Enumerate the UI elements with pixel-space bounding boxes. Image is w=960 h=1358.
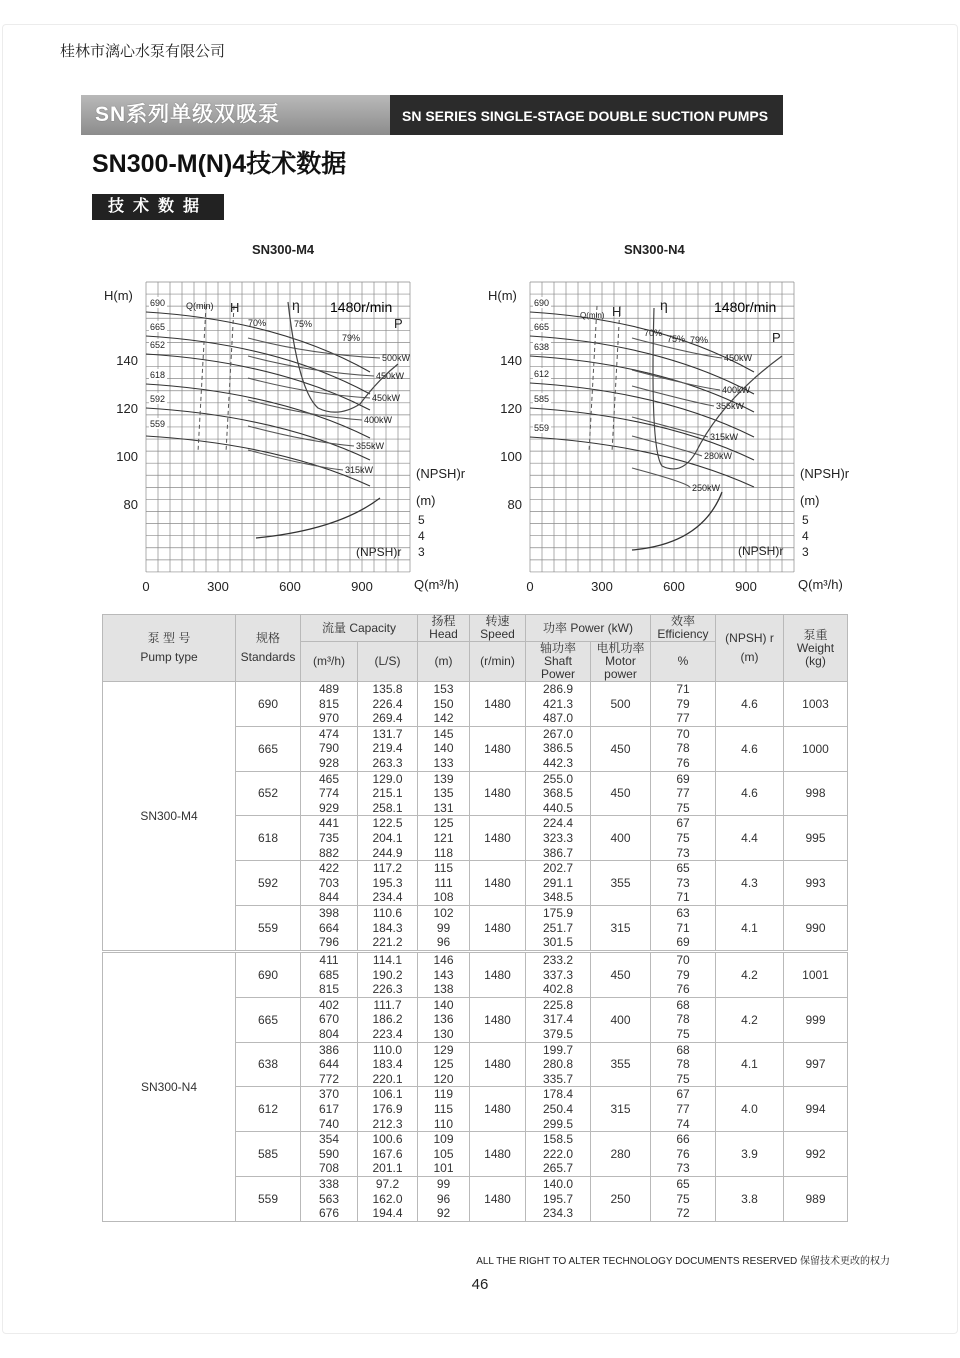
capacity-ls-cell: 110.0 183.4 220.1: [358, 1042, 418, 1087]
capacity-ls-cell: 122.5 204.1 244.9: [358, 816, 418, 861]
y-tick-label: 100: [116, 449, 138, 464]
power-label: 280kW: [704, 451, 733, 461]
npsh-cell: 4.0: [716, 1087, 784, 1132]
capacity-ls-cell: 97.2 162.0 194.4: [358, 1176, 418, 1221]
npsh-cell: 4.3: [716, 861, 784, 906]
npsh-cell: 4.1: [716, 905, 784, 950]
power-label: 250kW: [692, 483, 721, 493]
weight-cell: 989: [784, 1176, 848, 1221]
curve-label: 79%: [342, 333, 361, 343]
header-efficiency-unit: %: [651, 642, 716, 682]
capacity-ls-cell: 111.7 186.2 223.4: [358, 997, 418, 1042]
shaft-power-cell: 225.8 317.4 379.5: [526, 997, 591, 1042]
weight-cell: 990: [784, 905, 848, 950]
head-curve: [146, 436, 370, 486]
speed-label: 1480r/min: [714, 299, 777, 315]
spec-table-m4: [102, 614, 848, 951]
capacity-m3h-cell: 465 774 929: [301, 771, 358, 816]
standard-cell: 665: [236, 997, 301, 1042]
chart-title-m4: SN300-M4: [252, 242, 315, 257]
impeller-label: 559: [534, 423, 550, 433]
motor-power-cell: 450: [591, 771, 651, 816]
capacity-ls-cell: 106.1 176.9 212.3: [358, 1087, 418, 1132]
performance-chart-m4: [98, 280, 478, 600]
table-row: [103, 682, 848, 727]
speed-cell: 1480: [470, 771, 526, 816]
table-row: [103, 953, 848, 998]
header-motor-power: 电机功率 Motor power: [591, 642, 651, 682]
shaft-power-cell: 140.0 195.7 234.3: [526, 1176, 591, 1221]
curve-label: 75%: [667, 334, 686, 344]
power-label: 450kW: [376, 371, 405, 381]
impeller-label: 652: [150, 340, 166, 350]
header-power: 功率 Power (kW): [526, 615, 651, 642]
capacity-ls-cell: 135.8 226.4 269.4: [358, 682, 418, 727]
capacity-m3h-cell: 338 563 676: [301, 1176, 358, 1221]
y-tick-label: 120: [116, 401, 138, 416]
curve-label: 70%: [644, 328, 663, 338]
npsh-tick-label: 3: [418, 545, 425, 559]
power-label: 450kW: [372, 393, 401, 403]
npsh-axis-label: (NPSH)r: [800, 466, 850, 481]
x-tick-label: 600: [279, 579, 301, 594]
qmin-line: [612, 306, 620, 452]
curve-label: Q(min): [186, 301, 214, 311]
npsh-tick-label: 5: [802, 513, 809, 527]
x-axis-label: Q(m³/h): [414, 577, 459, 592]
standard-cell: 612: [236, 1087, 301, 1132]
series-banner: [81, 95, 783, 135]
capacity-ls-cell: 117.2 195.3 234.4: [358, 861, 418, 906]
motor-power-cell: 400: [591, 997, 651, 1042]
header-pump-type: 泵 型 号 Pump type: [103, 615, 236, 682]
x-tick-label: 300: [591, 579, 613, 594]
weight-cell: 1000: [784, 726, 848, 771]
banner-en: SN SERIES SINGLE-STAGE DOUBLE SUCTION PUMPS: [390, 95, 783, 135]
impeller-label: 592: [150, 394, 166, 404]
speed-cell: 1480: [470, 905, 526, 950]
rights-note: ALL THE RIGHT TO ALTER TECHNOLOGY DOCUMENTS RESERVED 保留技术更改的权力: [476, 1256, 890, 1267]
y-tick-label: 80: [123, 497, 138, 512]
npsh-cell: 4.2: [716, 997, 784, 1042]
impeller-label: 612: [534, 369, 550, 379]
power-curve: [632, 370, 720, 390]
npsh-cell: 4.6: [716, 771, 784, 816]
efficiency-cell: 63 71 69: [651, 905, 716, 950]
npsh-cell: 4.4: [716, 816, 784, 861]
capacity-ls-cell: 100.6 167.6 201.1: [358, 1132, 418, 1177]
efficiency-cell: 65 73 71: [651, 861, 716, 906]
y-tick-label: 140: [500, 353, 522, 368]
speed-label: 1480r/min: [330, 299, 393, 315]
npsh-tick-label: 3: [802, 545, 809, 559]
shaft-power-cell: 267.0 386.5 442.3: [526, 726, 591, 771]
shaft-power-cell: 224.4 323.3 386.7: [526, 816, 591, 861]
shaft-power-cell: 202.7 291.1 348.5: [526, 861, 591, 906]
motor-power-cell: 450: [591, 953, 651, 998]
npsh-curve: [632, 492, 722, 550]
header-efficiency: 效率 Efficiency: [651, 615, 716, 642]
shaft-power-cell: 158.5 222.0 265.7: [526, 1132, 591, 1177]
efficiency-cell: 67 77 74: [651, 1087, 716, 1132]
efficiency-cell: 66 76 73: [651, 1132, 716, 1177]
npsh-curve-label: (NPSH)r: [356, 545, 402, 559]
head-cell: 129 125 120: [418, 1042, 470, 1087]
y-tick-label: 140: [116, 353, 138, 368]
motor-power-cell: 400: [591, 816, 651, 861]
efficiency-cell: 68 78 75: [651, 997, 716, 1042]
head-curve: [530, 312, 754, 372]
head-cell: 99 96 92: [418, 1176, 470, 1221]
banner-cn: SN系列单级双吸泵: [81, 95, 390, 135]
head-curve: [146, 336, 370, 394]
pump-type-cell: SN300-N4: [103, 953, 236, 1222]
efficiency-cell: 68 78 75: [651, 1042, 716, 1087]
standard-cell: 665: [236, 726, 301, 771]
efficiency-cell: 71 79 77: [651, 682, 716, 727]
motor-power-cell: 280: [591, 1132, 651, 1177]
x-axis-label: Q(m³/h): [798, 577, 843, 592]
shaft-power-cell: 233.2 337.3 402.8: [526, 953, 591, 998]
speed-cell: 1480: [470, 1042, 526, 1087]
x-tick-label: 0: [142, 579, 150, 594]
head-cell: 125 121 118: [418, 816, 470, 861]
capacity-ls-cell: 110.6 184.3 221.2: [358, 905, 418, 950]
motor-power-cell: 500: [591, 682, 651, 727]
x-tick-label: 900: [351, 579, 373, 594]
standard-cell: 618: [236, 816, 301, 861]
company-name: 桂林市漓心水泵有限公司: [60, 43, 226, 60]
npsh-axis-label: (NPSH)r: [416, 466, 466, 481]
motor-power-cell: 315: [591, 905, 651, 950]
header-head-unit: (m): [418, 642, 470, 682]
capacity-m3h-cell: 422 703 844: [301, 861, 358, 906]
y-tick-label: 120: [500, 401, 522, 416]
weight-cell: 998: [784, 771, 848, 816]
shaft-power-cell: 199.7 280.8 335.7: [526, 1042, 591, 1087]
curve-label: H: [230, 300, 240, 315]
capacity-m3h-cell: 370 617 740: [301, 1087, 358, 1132]
x-tick-label: 300: [207, 579, 229, 594]
head-cell: 102 99 96: [418, 905, 470, 950]
head-cell: 119 115 110: [418, 1087, 470, 1132]
weight-cell: 1003: [784, 682, 848, 727]
header-speed: 转速 Speed: [470, 615, 526, 642]
head-cell: 146 143 138: [418, 953, 470, 998]
head-cell: 145 140 133: [418, 726, 470, 771]
page-title: SN300-M(N)4技术数据: [92, 150, 347, 178]
npsh-cell: 3.8: [716, 1176, 784, 1221]
power-curve: [632, 468, 690, 488]
motor-power-cell: 450: [591, 726, 651, 771]
y-tick-label: 100: [500, 449, 522, 464]
capacity-m3h-cell: 402 670 804: [301, 997, 358, 1042]
performance-chart-n4: [482, 280, 862, 600]
header-weight: 泵重 Weight (kg): [784, 615, 848, 682]
npsh-cell: 4.2: [716, 953, 784, 998]
page-number: 46: [471, 1276, 489, 1293]
npsh-curve: [256, 498, 380, 538]
capacity-m3h-cell: 354 590 708: [301, 1132, 358, 1177]
npsh-cell: 4.1: [716, 1042, 784, 1087]
qmin-line: [198, 306, 206, 452]
header-capacity: 流量 Capacity: [301, 615, 418, 642]
chart-title-n4: SN300-N4: [624, 242, 685, 257]
weight-cell: 1001: [784, 953, 848, 998]
npsh-cell: 4.6: [716, 726, 784, 771]
power-label: 355kW: [716, 401, 745, 411]
impeller-label: 690: [534, 298, 550, 308]
speed-cell: 1480: [470, 997, 526, 1042]
capacity-ls-cell: 114.1 190.2 226.3: [358, 953, 418, 998]
speed-cell: 1480: [470, 682, 526, 727]
header-shaft-power: 轴功率 Shaft Power: [526, 642, 591, 682]
impeller-label: 585: [534, 394, 550, 404]
motor-power-cell: 315: [591, 1087, 651, 1132]
capacity-m3h-cell: 474 790 928: [301, 726, 358, 771]
motor-power-cell: 250: [591, 1176, 651, 1221]
shaft-power-cell: 255.0 368.5 440.5: [526, 771, 591, 816]
shaft-power-cell: 178.4 250.4 299.5: [526, 1087, 591, 1132]
speed-cell: 1480: [470, 726, 526, 771]
y-axis-label: H(m): [488, 288, 517, 303]
curve-label: 70%: [248, 318, 267, 328]
weight-cell: 992: [784, 1132, 848, 1177]
x-tick-label: 0: [526, 579, 534, 594]
efficiency-cell: 65 75 72: [651, 1176, 716, 1221]
motor-power-cell: 355: [591, 1042, 651, 1087]
impeller-label: 638: [534, 342, 550, 352]
power-label: 450kW: [724, 353, 753, 363]
npsh-unit-label: (m): [800, 493, 820, 508]
power-curve: [248, 356, 374, 376]
weight-cell: 995: [784, 816, 848, 861]
curve-label: P: [772, 330, 781, 345]
npsh-cell: 3.9: [716, 1132, 784, 1177]
power-label: 400kW: [722, 385, 751, 395]
header-capacity-unit-m3h: (m³/h): [301, 642, 358, 682]
standard-cell: 559: [236, 905, 301, 950]
head-curve: [530, 437, 754, 487]
section-tag: 技术数据: [92, 194, 224, 220]
shaft-power-cell: 175.9 251.7 301.5: [526, 905, 591, 950]
weight-cell: 997: [784, 1042, 848, 1087]
curve-label: H: [612, 304, 622, 319]
standard-cell: 690: [236, 953, 301, 998]
header-standards: 规格 Standards: [236, 615, 301, 682]
impeller-label: 690: [150, 298, 166, 308]
weight-cell: 994: [784, 1087, 848, 1132]
shaft-power-cell: 286.9 421.3 487.0: [526, 682, 591, 727]
power-label: 400kW: [364, 415, 393, 425]
header-capacity-unit-ls: (L/S): [358, 642, 418, 682]
spec-table-n4: [102, 952, 848, 1222]
standard-cell: 585: [236, 1132, 301, 1177]
efficiency-cell: 70 79 76: [651, 953, 716, 998]
chart-svg: [98, 280, 478, 600]
head-cell: 140 136 130: [418, 997, 470, 1042]
curve-label: η: [660, 297, 668, 313]
capacity-ls-cell: 131.7 219.4 263.3: [358, 726, 418, 771]
npsh-curve-label: (NPSH)r: [738, 544, 784, 558]
npsh-tick-label: 5: [418, 513, 425, 527]
weight-cell: 999: [784, 997, 848, 1042]
capacity-m3h-cell: 489 815 970: [301, 682, 358, 727]
impeller-label: 665: [534, 322, 550, 332]
power-label: 500kW: [382, 353, 411, 363]
header-head: 扬程 Head: [418, 615, 470, 642]
npsh-tick-label: 4: [802, 529, 809, 543]
chart-svg: [482, 280, 862, 600]
standard-cell: 559: [236, 1176, 301, 1221]
y-axis-label: H(m): [104, 288, 133, 303]
efficiency-cell: 67 75 73: [651, 816, 716, 861]
npsh-tick-label: 4: [418, 529, 425, 543]
head-cell: 115 111 108: [418, 861, 470, 906]
efficiency-cell: 70 78 76: [651, 726, 716, 771]
speed-cell: 1480: [470, 1087, 526, 1132]
speed-cell: 1480: [470, 861, 526, 906]
power-label: 355kW: [356, 441, 385, 451]
power-label: 315kW: [710, 432, 739, 442]
power-label: 315kW: [345, 465, 374, 475]
capacity-m3h-cell: 411 685 815: [301, 953, 358, 998]
npsh-unit-label: (m): [416, 493, 436, 508]
curve-label: η: [292, 297, 300, 313]
weight-cell: 993: [784, 861, 848, 906]
speed-cell: 1480: [470, 816, 526, 861]
efficiency-cell: 69 77 75: [651, 771, 716, 816]
power-curve: [248, 450, 343, 470]
capacity-ls-cell: 129.0 215.1 258.1: [358, 771, 418, 816]
speed-cell: 1480: [470, 1176, 526, 1221]
npsh-cell: 4.6: [716, 682, 784, 727]
speed-cell: 1480: [470, 953, 526, 998]
curve-label: P: [394, 316, 403, 331]
standard-cell: 652: [236, 771, 301, 816]
standard-cell: 638: [236, 1042, 301, 1087]
curve-label: Q(min): [580, 311, 605, 320]
motor-power-cell: 355: [591, 861, 651, 906]
y-tick-label: 80: [507, 497, 522, 512]
impeller-label: 618: [150, 370, 166, 380]
speed-cell: 1480: [470, 1132, 526, 1177]
impeller-label: 665: [150, 322, 166, 332]
x-tick-label: 600: [663, 579, 685, 594]
impeller-label: 559: [150, 419, 166, 429]
curve-label: 79%: [690, 335, 709, 345]
header-npsh: (NPSH) r (m): [716, 615, 784, 682]
head-cell: 139 135 131: [418, 771, 470, 816]
head-cell: 109 105 101: [418, 1132, 470, 1177]
head-curve: [146, 354, 370, 410]
header-speed-unit: (r/min): [470, 642, 526, 682]
capacity-m3h-cell: 386 644 772: [301, 1042, 358, 1087]
capacity-m3h-cell: 441 735 882: [301, 816, 358, 861]
curve-label: 75%: [294, 319, 313, 329]
pump-type-cell: SN300-M4: [103, 682, 236, 951]
x-tick-label: 900: [735, 579, 757, 594]
standard-cell: 690: [236, 682, 301, 727]
standard-cell: 592: [236, 861, 301, 906]
head-cell: 153 150 142: [418, 682, 470, 727]
capacity-m3h-cell: 398 664 796: [301, 905, 358, 950]
